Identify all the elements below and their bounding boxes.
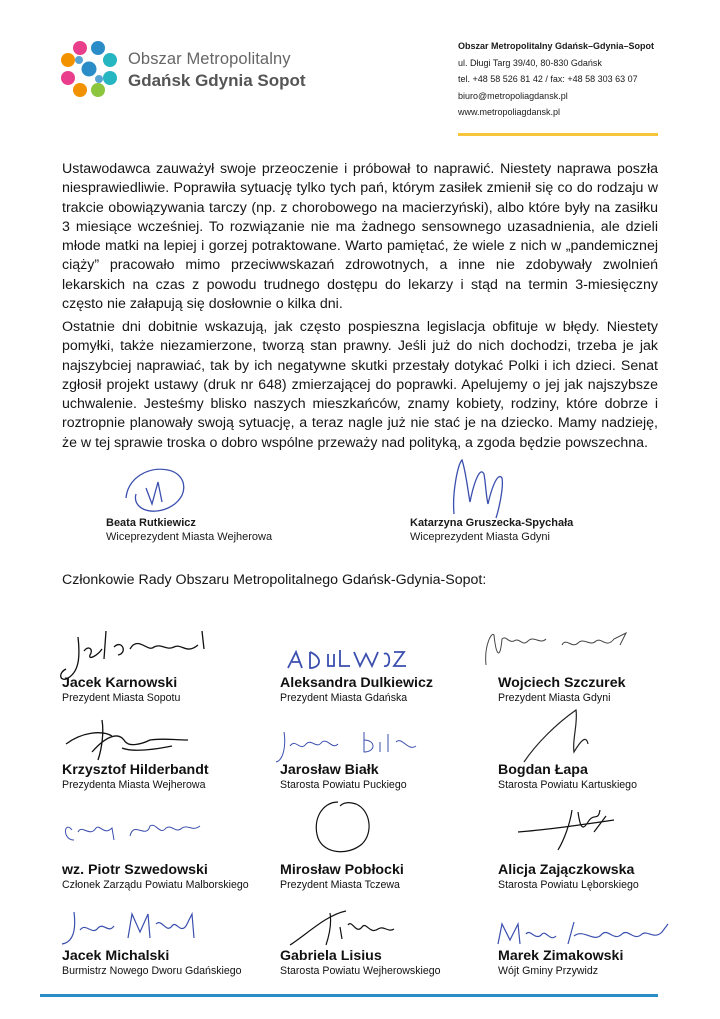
member-title: Burmistrz Nowego Dworu Gdańskiego	[62, 965, 242, 977]
signatory-title: Wiceprezydent Miasta Gdyni	[410, 531, 550, 543]
member-name: Marek Zimakowski	[498, 948, 624, 964]
member-title: Wójt Gminy Przywidz	[498, 965, 599, 977]
header-divider	[458, 133, 658, 136]
signature-aleksandra-dulkiewicz	[280, 640, 410, 674]
signature-alicja-zajaczkowska	[514, 802, 624, 854]
member-name: Wojciech Szczurek	[498, 675, 626, 691]
signature-bogdan-lapa	[516, 704, 606, 766]
signature-beata-rutkiewicz	[118, 458, 198, 518]
member-title: Prezydent Miasta Gdańska	[280, 692, 408, 704]
contact-email: biuro@metropoliagdansk.pl	[458, 90, 568, 101]
contact-block	[458, 38, 654, 121]
contact-phone: tel. +48 58 526 81 42 / fax: +48 58 303 63 07	[458, 74, 638, 84]
body-paragraph-2: Ostatnie dni dobitnie wskazują, jak często pospieszna legislacja obfituje w błędy. Niestety pomyłki, także niezamierzone, tworzą stan prawny. Jeśli już do nich dochodzi, trzeba je jak najszybciej naprawiać, tak by ich negatywne skutki przestały dotykać Polki i ich dzieci. Senat zgłosił projekt ustawy (druk nr 648) zmierzającej do poprawki. Apelujemy o jej jak najszybsze uchwalenie. Jesteśmy blisko naszych mieszkańców, znamy kobiety, rodziny, które dobrze i roztropnie planowały swoją sytuację, a teraz nagle już nie stać je na dziecko. Mamy nadzieję, że w tej sprawie troska o dobro wspólne przeważy nad polityką, a zgoda będzie powszechna.	[62, 319, 658, 451]
signatory-name: Katarzyna Gruszecka-Spychała	[410, 517, 574, 529]
member-title: Prezydent Miasta Gdyni	[498, 692, 611, 704]
logo-line-2: Gdańsk Gdynia Sopot	[128, 71, 306, 90]
signature-wojciech-szczurek	[480, 625, 640, 671]
members-heading: Członkowie Rady Obszaru Metropolitalnego Gdańsk-Gdynia-Sopot:	[62, 572, 487, 588]
member-name: Aleksandra Dulkiewicz	[280, 675, 433, 691]
member-title: Członek Zarządu Powiatu Malborskiego	[62, 879, 249, 891]
signature-krzysztof-hilderbandt	[62, 718, 192, 762]
signature-katarzyna-gruszecka-spychala	[440, 452, 520, 518]
member-title: Prezydent Miasta Tczewa	[280, 879, 400, 891]
contact-address: ul. Długi Targ 39/40, 80-830 Gdańsk	[458, 57, 602, 68]
logo-line-1: Obszar Metropolitalny	[128, 50, 291, 68]
member-name: Jarosław Białk	[280, 762, 379, 778]
member-name: Jacek Michalski	[62, 948, 170, 964]
signature-jacek-michalski	[58, 908, 208, 950]
signature-miroslaw-poblocki	[308, 798, 382, 858]
signature-jaroslaw-bialk	[272, 726, 422, 766]
body-paragraph-1: Ustawodawca zauważył swoje przeoczenie i próbował to naprawić. Niestety naprawa poszła niesprawiedliwie. Poprawiła sytuację tylko tych pań, którym zasiłek zmienił się co do rodzaju w trakcie obowiązywania tarczy (np. z chorobowego na macierzyński), albo które były na zasiłku 3 miesiące wcześniej. To rozwiązanie nie ma żadnego sensownego uzasadnienia, ale dzieli młode matki na lepiej i gorzej potraktowane. Warto pamiętać, że wiele z nich w „pandemicznej ciąży” pracowało mimo przeciwwskazań zdrowotnych, a inne nie zdobywały zwolnień lekarskich na czas z powodu trudnego dostępu do lekarzy i stąd na termin 3-miesięczny często nie załapują się dosłownie o kilka dni.	[62, 161, 658, 313]
member-title: Starosta Powiatu Kartuskiego	[498, 779, 637, 791]
signatory-title: Wiceprezydent Miasta Wejherowa	[106, 531, 273, 543]
footer-divider	[40, 994, 658, 997]
member-title: Prezydenta Miasta Wejherowa	[62, 779, 206, 791]
signature-piotr-szwedowski	[60, 810, 210, 850]
member-name: Gabriela Lisius	[280, 948, 382, 964]
signature-marek-zimakowski	[494, 916, 674, 952]
member-name: wz. Piotr Szwedowski	[62, 862, 208, 878]
signature-gabriela-lisius	[286, 905, 396, 949]
contact-website: www.metropoliagdansk.pl	[458, 107, 561, 117]
organization-logo-icon	[58, 38, 120, 100]
member-title: Starosta Powiatu Puckiego	[280, 779, 407, 791]
member-name: Jacek Karnowski	[62, 675, 178, 691]
member-title: Starosta Powiatu Lęborskiego	[498, 879, 639, 891]
member-name: Bogdan Łapa	[498, 762, 588, 778]
member-name: Mirosław Pobłocki	[280, 862, 404, 878]
contact-organization: Obszar Metropolitalny Gdańsk–Gdynia–Sopot	[458, 41, 655, 51]
signatory-name: Beata Rutkiewicz	[106, 517, 196, 529]
member-title: Starosta Powiatu Wejherowskiego	[280, 965, 441, 977]
member-name: Alicja Zajączkowska	[498, 862, 635, 878]
member-title: Prezydent Miasta Sopotu	[62, 692, 181, 704]
member-name: Krzysztof Hilderbandt	[62, 762, 209, 778]
